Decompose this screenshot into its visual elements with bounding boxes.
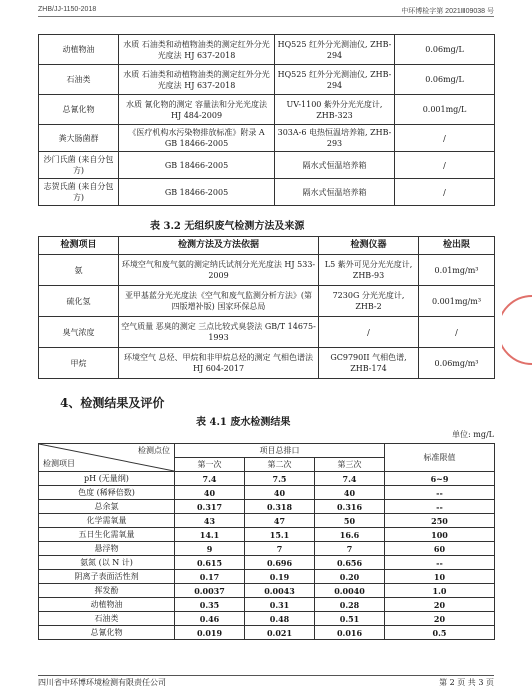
value-cell-3: 0.316: [315, 500, 385, 514]
method-cell: 环境空气和废气氨的测定纳氏试剂分光光度法 HJ 533-2009: [119, 255, 319, 286]
limit-cell: /: [395, 152, 495, 179]
value-cell-2: 0.31: [245, 598, 315, 612]
value-cell-2: 0.0043: [245, 584, 315, 598]
table-row: [39, 286, 495, 317]
table-row: [39, 486, 495, 500]
item-cell: 石油类: [39, 612, 175, 626]
std-cell: 20: [385, 612, 495, 626]
instrument-cell: 303A-6 电热恒温培养箱, ZHB-293: [275, 125, 395, 152]
value-cell-1: 14.1: [175, 528, 245, 542]
table-row: [39, 626, 495, 640]
instrument-cell: HQ525 红外分光测油仪, ZHB-294: [275, 65, 395, 95]
method-cell: 水质 石油类和动植物油类的测定红外分光光度法 HJ 637-2018: [119, 35, 275, 65]
table-row: [39, 472, 495, 486]
unit-label: 单位: mg/L: [452, 430, 494, 439]
value-cell-3: 0.0040: [315, 584, 385, 598]
method-cell: GB 18466-2005: [119, 152, 275, 179]
std-cell: --: [385, 556, 495, 570]
std-cell: 10: [385, 570, 495, 584]
item-cell: 悬浮物: [39, 542, 175, 556]
diagonal-header: [39, 444, 175, 472]
item-cell: 总氰化物: [39, 626, 175, 640]
item-cell: 臭气浓度: [39, 317, 119, 348]
value-cell-1: 0.35: [175, 598, 245, 612]
item-cell: 氨氮 (以 N 计): [39, 556, 175, 570]
diag-point-label: 检测点位: [138, 446, 170, 455]
value-cell-1: 0.019: [175, 626, 245, 640]
col-header-instrument: 检测仪器: [319, 237, 419, 255]
group-header: 项目总排口: [175, 444, 385, 458]
value-cell-3: 40: [315, 486, 385, 500]
page-header: [38, 6, 494, 17]
value-cell-2: 0.021: [245, 626, 315, 640]
value-cell-2: 15.1: [245, 528, 315, 542]
value-cell-2: 0.696: [245, 556, 315, 570]
report-code: ZHB/JJ-1150-2018: [38, 6, 97, 13]
item-cell: 动植物油: [39, 598, 175, 612]
value-cell-1: 7.4: [175, 472, 245, 486]
instrument-cell: HQ525 红外分光测油仪, ZHB-294: [275, 35, 395, 65]
col-third: 第三次: [315, 458, 385, 472]
value-cell-3: 0.20: [315, 570, 385, 584]
value-cell-3: 50: [315, 514, 385, 528]
item-cell: 沙门氏菌 (来自分包方): [39, 152, 119, 179]
instrument-cell: 7230G 分光光度计, ZHB-2: [319, 286, 419, 317]
item-cell: 动植物油: [39, 35, 119, 65]
std-cell: 250: [385, 514, 495, 528]
col-header-item: 检测项目: [39, 237, 119, 255]
instrument-cell: 隔水式恒温培养箱: [275, 152, 395, 179]
item-cell: 石油类: [39, 65, 119, 95]
std-cell: 6~9: [385, 472, 495, 486]
item-cell: 粪大肠菌群: [39, 125, 119, 152]
item-cell: 阴离子表面活性剂: [39, 570, 175, 584]
item-cell: 氨: [39, 255, 119, 286]
table-row: [39, 35, 495, 65]
value-cell-3: 0.656: [315, 556, 385, 570]
table-4-1-caption: 表 4.1 废水检测结果: [196, 417, 291, 428]
limit-cell: 0.06mg/L: [395, 35, 495, 65]
method-cell: GB 18466-2005: [119, 179, 275, 206]
method-cell: 空气质量 恶臭的测定 三点比较式臭袋法 GB/T 14675-1993: [119, 317, 319, 348]
std-cell: 100: [385, 528, 495, 542]
value-cell-2: 0.318: [245, 500, 315, 514]
limit-cell: 0.06mg/m³: [419, 348, 495, 379]
method-cell: 水质 氰化物的测定 容量法和分光光度法 HJ 484-2009: [119, 95, 275, 125]
table-row: [39, 95, 495, 125]
diag-item-label: 检测项目: [43, 459, 75, 468]
table-row: [39, 348, 495, 379]
std-cell: 20: [385, 598, 495, 612]
table-row: [39, 152, 495, 179]
method-cell: 水质 石油类和动植物油类的测定红外分光光度法 HJ 637-2018: [119, 65, 275, 95]
value-cell-1: 43: [175, 514, 245, 528]
instrument-cell: L5 紫外可见分光光度计, ZHB-93: [319, 255, 419, 286]
item-cell: pH (无量纲): [39, 472, 175, 486]
table-3-2-caption: 表 3.2 无组织废气检测方法及来源: [150, 221, 305, 232]
item-cell: 色度 (稀释倍数): [39, 486, 175, 500]
instrument-cell: /: [319, 317, 419, 348]
table-row: [39, 556, 495, 570]
item-cell: 总氰化物: [39, 95, 119, 125]
std-cell: --: [385, 500, 495, 514]
limit-cell: /: [419, 317, 495, 348]
table-row: [39, 500, 495, 514]
item-cell: 化学需氧量: [39, 514, 175, 528]
limit-cell: 0.06mg/L: [395, 65, 495, 95]
limit-cell: 0.001mg/m³: [419, 286, 495, 317]
table-row: [39, 179, 495, 206]
limit-cell: 0.01mg/m³: [419, 255, 495, 286]
item-cell: 总余氯: [39, 500, 175, 514]
value-cell-3: 7.4: [315, 472, 385, 486]
limit-cell: /: [395, 179, 495, 206]
method-table-wastewater: [38, 34, 495, 206]
table-row: [39, 255, 495, 286]
section-title: 4、检测结果及评价: [60, 396, 165, 410]
value-cell-3: 0.016: [315, 626, 385, 640]
item-cell: 硫化氢: [39, 286, 119, 317]
method-cell: 环境空气 总烃、甲烷和非甲烷总烃的测定 气相色谱法 HJ 604-2017: [119, 348, 319, 379]
table-row: [39, 542, 495, 556]
value-cell-1: 0.317: [175, 500, 245, 514]
std-cell: --: [385, 486, 495, 500]
table-row: [39, 612, 495, 626]
item-cell: 挥发酚: [39, 584, 175, 598]
value-cell-1: 0.615: [175, 556, 245, 570]
official-seal-fragment: [502, 290, 532, 370]
table-row: [39, 125, 495, 152]
table-row: [39, 514, 495, 528]
col-header-method: 检测方法及方法依据: [119, 237, 319, 255]
limit-cell: 0.001mg/L: [395, 95, 495, 125]
page-footer: [38, 675, 494, 688]
col-second: 第二次: [245, 458, 315, 472]
method-cell: 亚甲基蓝分光光度法《空气和废气监测分析方法》(第四版增补版) 国家环保总局: [119, 286, 319, 317]
value-cell-1: 0.0037: [175, 584, 245, 598]
col-first: 第一次: [175, 458, 245, 472]
value-cell-1: 0.46: [175, 612, 245, 626]
col-header-limit: 检出限: [419, 237, 495, 255]
table-row: [39, 584, 495, 598]
value-cell-2: 7.5: [245, 472, 315, 486]
std-cell: 0.5: [385, 626, 495, 640]
table-row: [39, 528, 495, 542]
table-row: [39, 317, 495, 348]
company-name: 四川省中环博环境检测有限责任公司: [38, 678, 166, 687]
value-cell-1: 0.17: [175, 570, 245, 584]
value-cell-3: 0.28: [315, 598, 385, 612]
value-cell-2: 0.19: [245, 570, 315, 584]
value-cell-3: 16.6: [315, 528, 385, 542]
instrument-cell: 隔水式恒温培养箱: [275, 179, 395, 206]
method-table-air: [38, 236, 495, 379]
std-cell: 1.0: [385, 584, 495, 598]
value-cell-2: 0.48: [245, 612, 315, 626]
item-cell: 五日生化需氧量: [39, 528, 175, 542]
page-number: 第 2 页 共 3 页: [439, 678, 494, 687]
table-row: [39, 570, 495, 584]
value-cell-3: 0.51: [315, 612, 385, 626]
value-cell-2: 7: [245, 542, 315, 556]
table-row: [39, 65, 495, 95]
std-cell: 60: [385, 542, 495, 556]
value-cell-3: 7: [315, 542, 385, 556]
item-cell: 志贺氏菌 (来自分包方): [39, 179, 119, 206]
value-cell-2: 40: [245, 486, 315, 500]
std-header: 标准限值: [385, 444, 495, 472]
limit-cell: /: [395, 125, 495, 152]
method-cell: 《医疗机构水污染物排放标准》附录 A GB 18466-2005: [119, 125, 275, 152]
instrument-cell: UV-1100 紫外分光光度计, ZHB-323: [275, 95, 395, 125]
results-table: [38, 443, 495, 640]
instrument-cell: GC9790II 气相色谱, ZHB-174: [319, 348, 419, 379]
item-cell: 甲烷: [39, 348, 119, 379]
value-cell-2: 47: [245, 514, 315, 528]
table-row: [39, 598, 495, 612]
report-number: 中环博检字第 2021Ⅲ09038 号: [401, 8, 494, 15]
value-cell-1: 9: [175, 542, 245, 556]
value-cell-1: 40: [175, 486, 245, 500]
